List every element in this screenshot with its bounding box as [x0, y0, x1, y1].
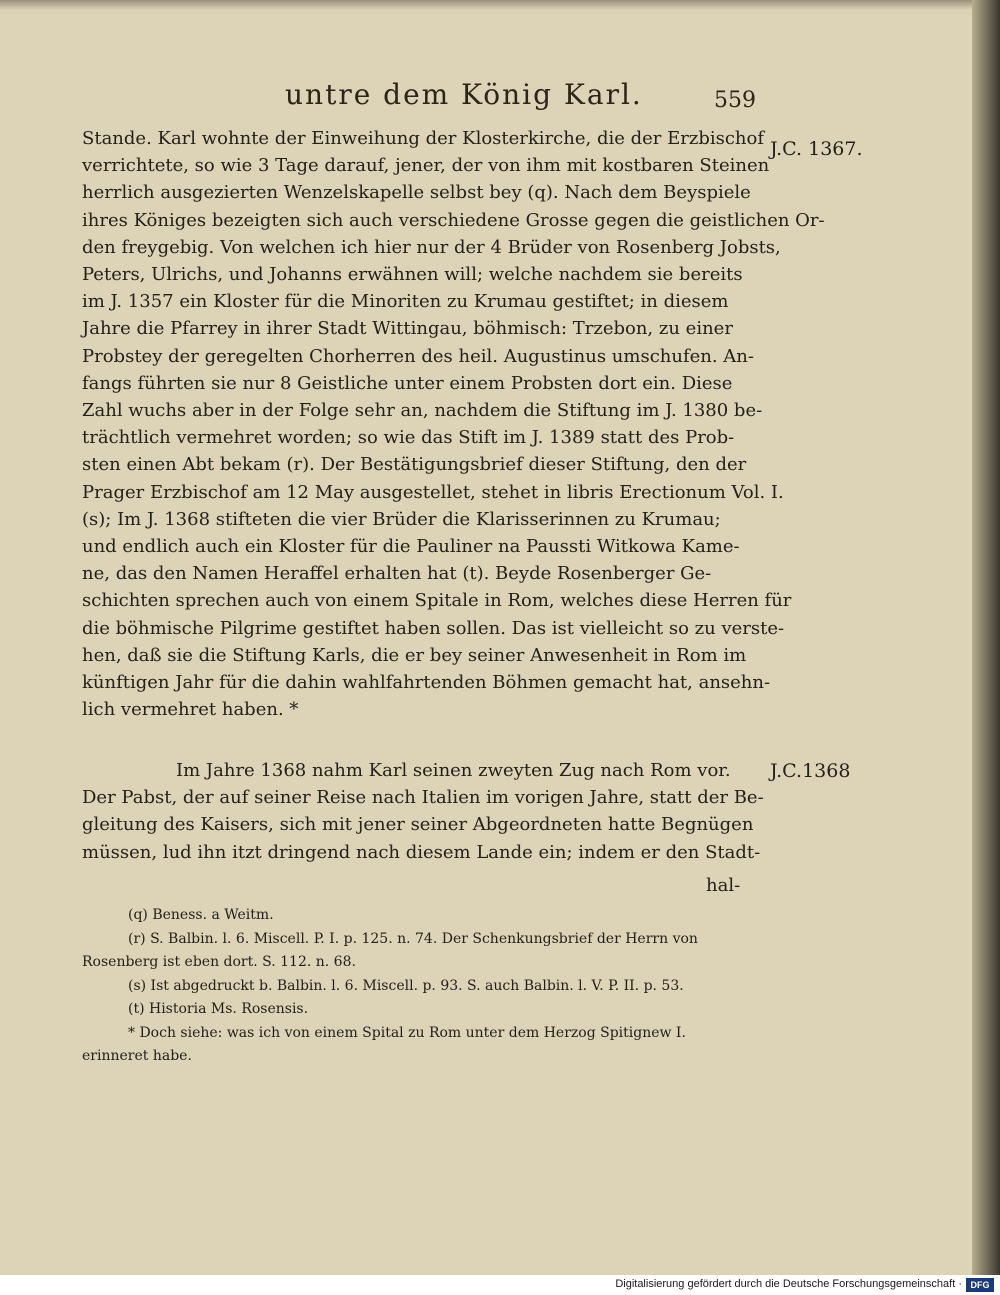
margin-note-year-1367: J.C. 1367.	[770, 138, 863, 160]
text-line: gleitung des Kaisers, sich mit jener seiner Abgeordneten hatte Begnügen	[82, 814, 754, 836]
text-line: lich vermehret haben. *	[82, 699, 299, 721]
text-line: verrichtete, so wie 3 Tage darauf, jener, der von ihm mit kostbaren Steinen	[82, 155, 770, 177]
text-line: fangs führten sie nur 8 Geistliche unter einem Probsten dort ein. Diese	[82, 372, 733, 394]
text-line: Stande. Karl wohnte der Einweihung der Klosterkirche, die der Erzbischof	[82, 128, 765, 149]
text-line: Zahl wuchs aber in der Folge sehr an, nachdem die Stiftung im J. 1380 be-	[82, 400, 763, 422]
funding-credit: Digitalisierung gefördert durch die Deutsche Forschungsgemeinschaft ·	[615, 1278, 962, 1290]
text-line: ne, das den Namen Heraffel erhalten hat (t). Beyde Rosenberger Ge-	[82, 563, 712, 585]
text-line: Im Jahre 1368 nahm Karl seinen zweyten Zug nach Rom vor.	[176, 760, 731, 781]
running-head: untre dem König Karl.	[285, 78, 643, 111]
footnote: (r) S. Balbin. l. 6. Miscell. P. I. p. 125. n. 74. Der Schenkungsbrief der Herrn von	[128, 930, 698, 947]
text-line: und endlich auch ein Kloster für die Pauliner na Paussti Witkowa Kame-	[82, 536, 740, 558]
page-number: 559	[714, 88, 756, 113]
text-line: Der Pabst, der auf seiner Reise nach Italien im vorigen Jahre, statt der Be-	[82, 787, 764, 809]
text-line: müssen, lud ihn itzt dringend nach diesem Lande ein; indem er den Stadt-	[82, 841, 761, 863]
text-line: Jahre die Pfarrey in ihrer Stadt Wittingau, böhmisch: Trzebon, zu einer	[82, 318, 733, 340]
text-line: die böhmische Pilgrime gestiftet haben sollen. Das ist vielleicht so zu verste-	[82, 617, 785, 639]
dfg-logo: DFG	[966, 1278, 994, 1292]
text-line: (s); Im J. 1368 stifteten die vier Brüder die Klarisserinnen zu Krumau;	[82, 508, 721, 530]
text-line: künftigen Jahr für die dahin wahlfahrtenden Böhmen gemacht hat, ansehn-	[82, 672, 771, 694]
footnote-continuation: erinneret habe.	[82, 1048, 192, 1064]
page-binding-edge	[972, 0, 1000, 1275]
footnote: * Doch siehe: was ich von einem Spital zu Rom unter dem Herzog Spitignew I.	[128, 1024, 686, 1041]
text-line: Prager Erzbischof am 12 May ausgestellet, stehet in libris Erectionum Vol. I.	[82, 481, 784, 503]
margin-note-year-1368: J.C.1368	[770, 760, 851, 782]
text-line: Probstey der geregelten Chorherren des heil. Augustinus umschufen. An-	[82, 345, 754, 367]
text-line: im J. 1357 ein Kloster für die Minoriten zu Krumau gestiftet; in diesem	[82, 291, 729, 313]
text-line: schichten sprechen auch von einem Spitale in Rom, welches diese Herren für	[82, 590, 792, 612]
catchword: hal-	[706, 875, 741, 896]
text-line: Peters, Ulrichs, und Johanns erwähnen will; welche nachdem sie bereits	[82, 264, 743, 286]
footer-bar	[0, 1275, 1000, 1295]
text-line: trächtlich vermehret worden; so wie das Stift im J. 1389 statt des Prob-	[82, 427, 735, 449]
text-line: ihres Königes bezeigten sich auch verschiedene Grosse gegen die geistlichen Or-	[82, 209, 825, 231]
footnote: (s) Ist abgedruckt b. Balbin. l. 6. Miscell. p. 93. S. auch Balbin. l. V. P. II. p. 53.	[128, 977, 684, 994]
paragraph-2	[82, 757, 764, 866]
text-line: den freygebig. Von welchen ich hier nur der 4 Brüder von Rosenberg Jobsts,	[82, 236, 781, 258]
footnotes	[82, 904, 754, 1069]
text-line: hen, daß sie die Stiftung Karls, die er bey seiner Anwesenheit in Rom im	[82, 644, 747, 666]
page-top-edge	[0, 0, 1000, 10]
text-line: sten einen Abt bekam (r). Der Bestätigungsbrief dieser Stiftung, den der	[82, 454, 747, 476]
footnote: (t) Historia Ms. Rosensis.	[128, 1001, 309, 1017]
text-line: herrlich ausgezierten Wenzelskapelle selbst bey (q). Nach dem Beyspiele	[82, 182, 751, 204]
footnote-continuation: Rosenberg ist eben dort. S. 112. n. 68.	[82, 954, 356, 970]
footnote: (q) Beness. a Weitm.	[128, 907, 274, 923]
